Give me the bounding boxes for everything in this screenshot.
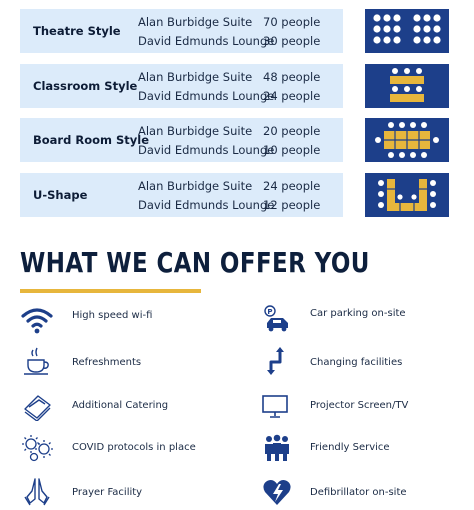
offer-label: Car parking on-site (310, 308, 406, 319)
room-capacity: 12 people (263, 198, 321, 212)
coffee-cup-icon (20, 347, 54, 377)
heart-defibrillator-icon (262, 477, 296, 507)
room-capacity: 20 people (263, 124, 321, 138)
room-capacity: 70 people (263, 15, 321, 29)
tv-screen-icon (262, 391, 296, 421)
offer-label: Refreshments (72, 357, 142, 368)
offer-item-wifi (20, 305, 220, 335)
offer-item-parking (262, 305, 462, 335)
offer-label: Defibrillator on-site (310, 487, 407, 498)
heading-underline (20, 289, 201, 293)
wifi-icon (20, 305, 54, 335)
praying-hands-icon (20, 477, 54, 507)
boardroom-layout-icon (365, 118, 449, 162)
offer-item-prayer (20, 477, 220, 507)
layout-style-name: U-Shape (33, 188, 88, 202)
car-parking-icon (262, 305, 296, 335)
room-name: Alan Burbidge Suite (138, 70, 253, 84)
layout-row-classroom (20, 64, 343, 108)
room-capacity: 24 people (263, 179, 321, 193)
offer-label: Friendly Service (310, 442, 390, 453)
offer-label: Changing facilities (310, 357, 403, 368)
offer-label: High speed wi-fi (72, 310, 153, 321)
offer-label: Additional Catering (72, 400, 169, 411)
offer-heading: WHAT WE CAN OFFER YOU (20, 246, 370, 279)
layout-style-name: Board Room Style (33, 133, 149, 147)
offer-item-changing (262, 347, 462, 377)
room-name: David Edmunds Lounge (138, 34, 275, 48)
svg-text:P: P (267, 308, 273, 316)
offer-item-defibrillator (262, 477, 462, 507)
layout-row-u-shape (20, 173, 343, 217)
classroom-layout-icon (365, 64, 449, 108)
sandwich-icon (20, 391, 54, 421)
offer-label: Prayer Facility (72, 487, 143, 498)
people-group-icon (262, 433, 296, 463)
virus-icon (20, 433, 54, 463)
room-name: Alan Burbidge Suite (138, 179, 253, 193)
layout-style-name: Theatre Style (33, 24, 121, 38)
room-capacity: 48 people (263, 70, 321, 84)
room-capacity: 10 people (263, 143, 321, 157)
offer-label: COVID protocols in place (72, 442, 196, 453)
offer-label: Projector Screen/TV (310, 400, 409, 411)
offer-item-covid (20, 433, 220, 463)
offer-item-service (262, 433, 462, 463)
room-name: David Edmunds Lounge (138, 89, 275, 103)
theatre-layout-icon (365, 9, 449, 53)
room-name: Alan Burbidge Suite (138, 124, 253, 138)
layout-row-boardroom (20, 118, 343, 162)
changing-arrows-icon (262, 347, 296, 377)
layout-style-name: Classroom Style (33, 79, 138, 93)
offer-item-projector (262, 391, 462, 421)
room-name: David Edmunds Lounge (138, 143, 275, 157)
room-capacity: 24 people (263, 89, 321, 103)
layout-row-theatre (20, 9, 343, 53)
offer-item-catering (20, 391, 220, 421)
room-name: David Edmunds Lounge (138, 198, 275, 212)
offer-item-refreshments (20, 347, 220, 377)
room-capacity: 30 people (263, 34, 321, 48)
room-name: Alan Burbidge Suite (138, 15, 253, 29)
u-shape-layout-icon (365, 173, 449, 217)
